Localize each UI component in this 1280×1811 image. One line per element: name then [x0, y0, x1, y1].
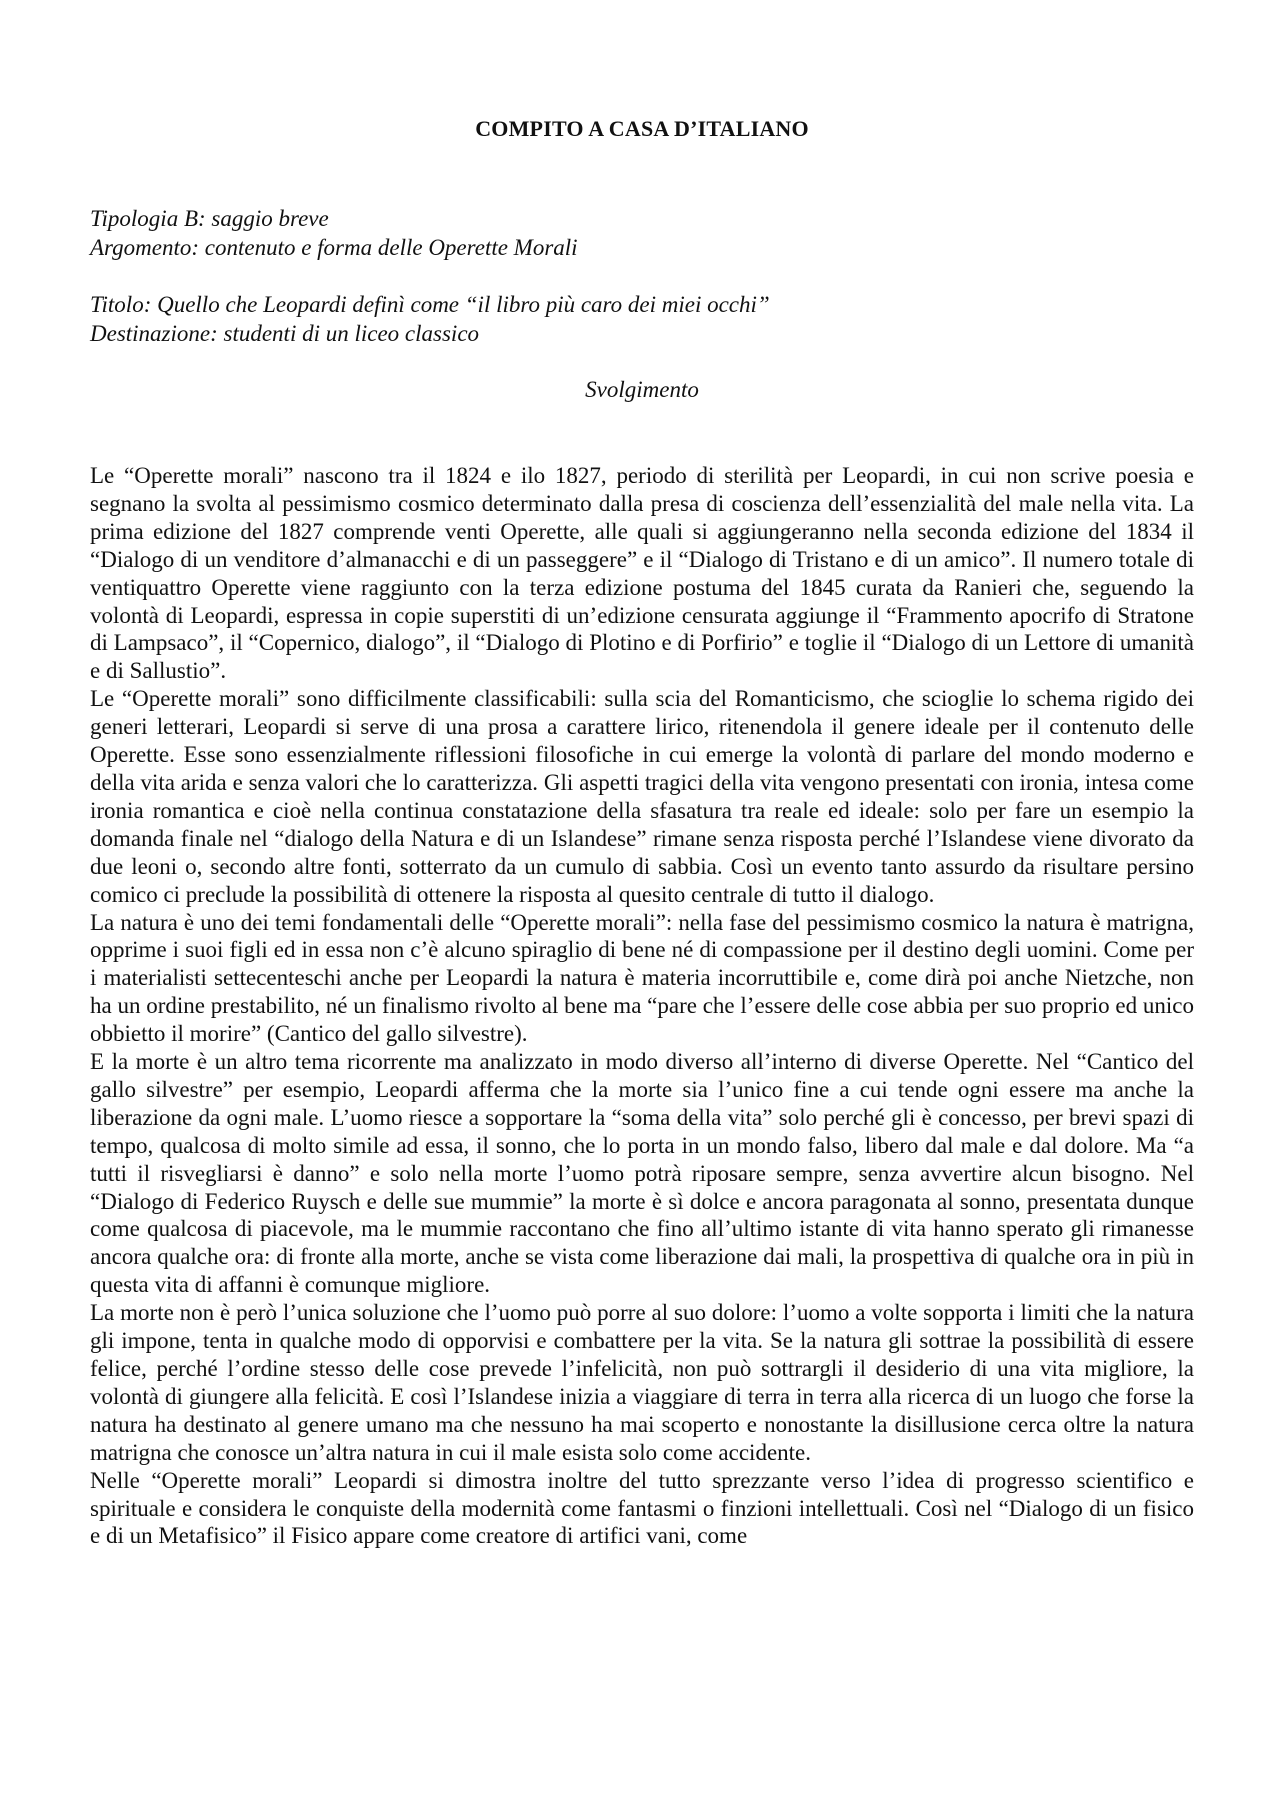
destinazione-line: Destinazione: studenti di un liceo classico: [90, 321, 480, 346]
essay-body: [90, 462, 1194, 1550]
essay-info: [90, 290, 770, 348]
assignment-info: [90, 204, 578, 262]
argomento-line: Argomento: contenuto e forma delle Operette Morali: [90, 235, 578, 260]
paragraph: Nelle “Operette morali” Leopardi si dimostra inoltre del tutto sprezzante verso l’idea di progresso scientifico e spirituale e considera le conquiste della modernità come fantasmi o finzioni intellettuali. Così nel “Dialogo di un fisico e di un Metafisico” il Fisico appare come creatore di artifici vani, come: [90, 1467, 1194, 1549]
paragraph: Le “Operette morali” sono difficilmente classificabili: sulla scia del Romanticismo, che scioglie lo schema rigido dei generi letterari, Leopardi si serve di una prosa a carattere lirico, ritenendola il genere ideale per il contenuto delle Operette. Esse sono essenzialmente riflessioni filosofiche in cui emerge la volontà di parlare del mondo moderno e della vita arida e senza valori che lo caratterizza. Gli aspetti tragici della vita vengono presentati con ironia, intesa come ironia romantica e cioè nella continua constatazione della sfasatura tra reale ed ideale: solo per fare un esempio la domanda finale nel “dialogo della Natura e di un Islandese” rimane senza risposta perché l’Islandese viene divorato da due leoni o, secondo altre fonti, sotterrato da un cumulo di sabbia. Così un evento tanto assurdo da risultare persino comico ci preclude la possibilità di ottenere la risposta al quesito centrale di tutto il dialogo.: [90, 686, 1194, 907]
paragraph: Le “Operette morali” nascono tra il 1824 e ilo 1827, periodo di sterilità per Leopardi, in cui non scrive poesia e segnano la svolta al pessimismo cosmico determinato dalla presa di coscienza dell’essenzialità del male nella vita. La prima edizione del 1827 comprende venti Operette, alle quali si aggiungeranno nella seconda edizione del 1834 il “Dialogo di un venditore d’almanacchi e di un passeggere” e il “Dialogo di Tristano e di un amico”. Il numero totale di ventiquattro Operette viene raggiunto con la terza edizione postuma del 1845 curata da Ranieri che, seguendo la volontà di Leopardi, espressa in copie superstiti di un’edizione censurata aggiunge il “Frammento apocrifo di Stratone di Lampsaco”, il “Copernico, dialogo”, il “Dialogo di Plotino e di Porfirio” e toglie il “Dialogo di un Lettore di umanità e di Sallustio”.: [90, 463, 1194, 684]
titolo-line: Titolo: Quello che Leopardi definì come “il libro più caro dei miei occhi”: [90, 292, 770, 317]
paragraph: La natura è uno dei temi fondamentali delle “Operette morali”: nella fase del pessimismo cosmico la natura è matrigna, opprime i suoi figli ed in essa non c’è alcuno spiraglio di bene né di compassione per il destino degli uomini. Come per i materialisti settecenteschi anche per Leopardi la natura è materia incorruttibile e, come dirà poi anche Nietzche, non ha un ordine prestabilito, né un finalismo rivolto al bene ma “pare che l’essere delle cose abbia per suo proprio ed unico obbietto il morire” (Cantico del gallo silvestre).: [90, 909, 1194, 1047]
paragraph: La morte non è però l’unica soluzione che l’uomo può porre al suo dolore: l’uomo a volte sopporta i limiti che la natura gli impone, tenta in qualche modo di opporvisi e combattere per la vita. Se la natura gli sottrae la possibilità di essere felice, perché l’ordine stesso delle cose prevede l’infelicità, non può sottrargli il desiderio di una vita migliore, la volontà di giungere alla felicità. E così l’Islandese inizia a viaggiare di terra in terra alla ricerca di un luogo che forse la natura ha destinato al genere umano ma che nessuno ha mai scoperto e nonostante la disillusione cerca oltre la natura matrigna che conosce un’altra natura in cui il male esista solo come accidente.: [90, 1300, 1194, 1465]
tipologia-line: Tipologia B: saggio breve: [90, 206, 329, 231]
document-title: COMPITO A CASA D’ITALIANO: [475, 116, 809, 141]
paragraph: E la morte è un altro tema ricorrente ma analizzato in modo diverso all’interno di diverse Operette. Nel “Cantico del gallo silvestre” per esempio, Leopardi afferma che la morte sia l’unico fine a cui tende ogni essere ma anche la liberazione da ogni male. L’uomo riesce a sopportare la “soma della vita” solo perché gli è concesso, per brevi spazi di tempo, qualcosa di molto simile ad essa, il sonno, che lo porta in un mondo falso, libero dal male e dal dolore. Ma “a tutti il risvegliarsi è danno” e solo nella morte l’uomo potrà riposare sempre, senza avvertire alcun bisogno. Nel “Dialogo di Federico Ruysch e delle sue mummie” la morte è sì dolce e ancora paragonata al sonno, presentata dunque come qualcosa di piacevole, ma le mummie raccontano che fino all’ultimo istante di vita hanno sperato gli rimanesse ancora qualche ora: di fronte alla morte, anche se vista come liberazione dai mali, la prospettiva di qualche ora in più in questa vita di affanni è comunque migliore.: [90, 1049, 1194, 1298]
section-heading: Svolgimento: [585, 377, 699, 402]
